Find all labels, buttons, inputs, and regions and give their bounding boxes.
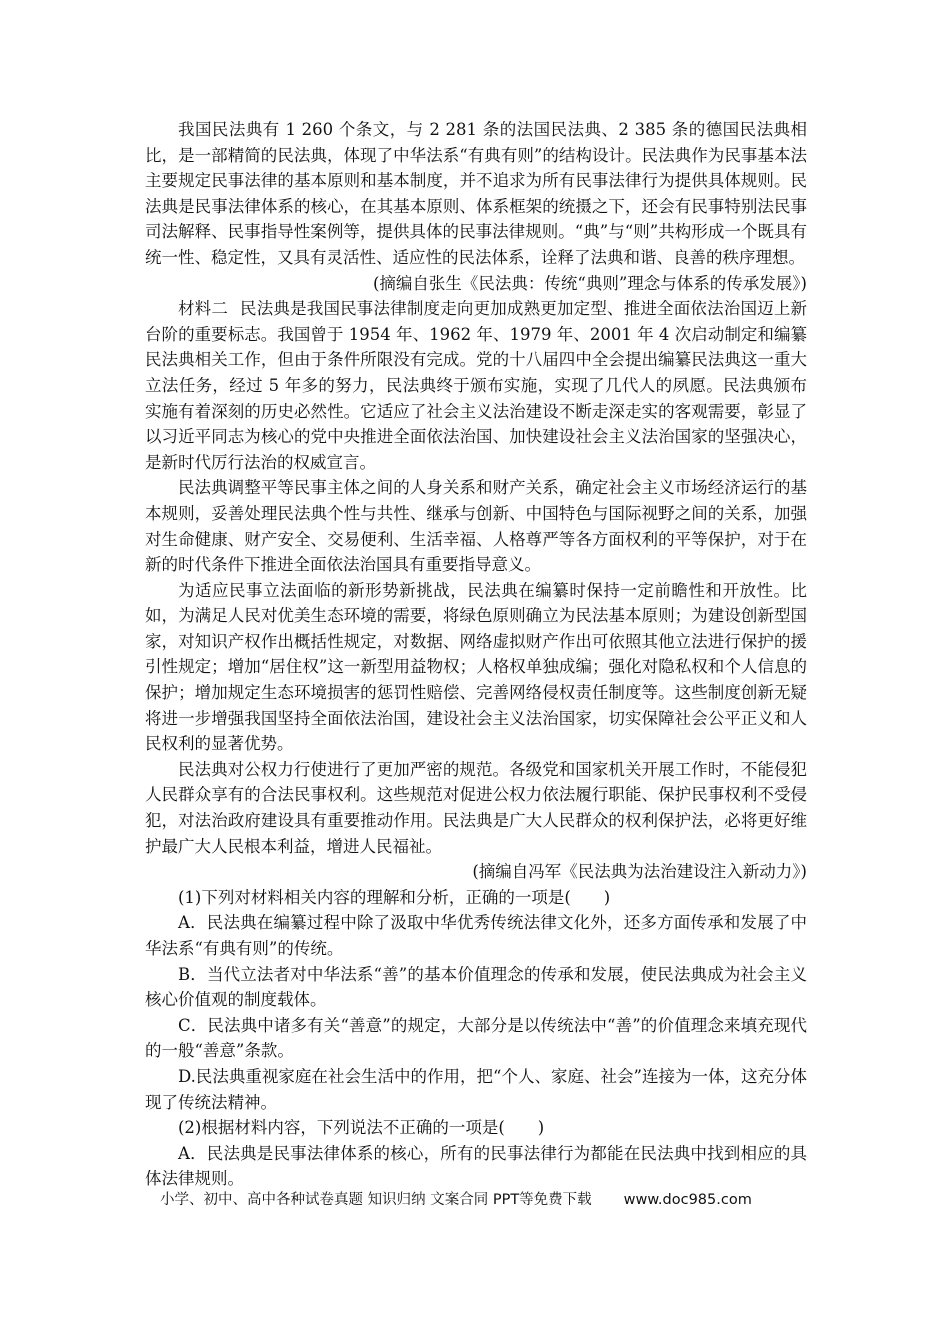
- question-1-option-b: B．当代立法者对中华法系“善”的基本价值理念的传承和发展，使民法典成为社会主义核心价值观的制度载体。: [145, 964, 807, 1010]
- material2-source: (摘编自冯军《民法典为法治建设注入新动力》): [472, 862, 807, 882]
- material2-paragraph-1-text: 民法典是我国民事法律制度走向更加成熟更加定型、推进全面依法治国迈上新台阶的重要标志。我国曾于 1954 年、1962 年、1979 年、2001 年 4 次启动制定和编纂民法典相关工作，但由于条件所限没有完成。党的十八届四中全会提出编纂民法典这一重大立法任务，经过 5 年多的努力，民法典终于颁布实施，实现了几代人的夙愿。民法典颁布实施有着深刻的历史必然性。它适应了社会主义法治建设不断走深走实的客观需要，彰显了以习近平同志为核心的党中央推进全面依法治国、加快建设社会主义法治国家的坚强决心，是新时代厉行法治的权威宣言。: [145, 299, 808, 472]
- question-1-option-c: C．民法典中诸多有关“善意”的规定，大部分是以传统法中“善”的价值理念来填充现代的一般“善意”条款。: [145, 1015, 807, 1061]
- question-1-stem: (1)下列对材料相关内容的理解和分析，正确的一项是( ): [178, 887, 611, 907]
- material2-paragraph-3: 为适应民事立法面临的新形势新挑战，民法典在编纂时保持一定前瞻性和开放性。比如，为满足人民对优美生态环境的需要，将绿色原则确立为民法基本原则；为建设创新型国家，对知识产权作出概括性规定，对数据、网络虚拟财产作出可依照其他立法进行保护的援引性规定；增加“居住权”这一新型用益物权；人格权单独成编；强化对隐私权和个人信息的保护；增加规定生态环境损害的惩罚性赔偿、完善网络侵权责任制度等。这些制度创新无疑将进一步增强我国坚持全面依法治国，建设社会主义法治国家，切实保障社会公平正义和人民权利的显著优势。: [145, 580, 807, 754]
- material2-paragraph-4: 民法典对公权力行使进行了更加严密的规范。各级党和国家机关开展工作时，不能侵犯人民群众享有的合法民事权利。这些规范对促进公权力依法履行职能、保护民事权利不受侵犯，对法治政府建设具有重要推动作用。民法典是广大人民群众的权利保护法，必将更好维护最广大人民根本利益，增进人民福祉。: [145, 759, 807, 856]
- footer-url[interactable]: www.doc985.com: [623, 1192, 752, 1208]
- material1-source: (摘编自张生《民法典：传统“典则”理念与体系的传承发展》): [373, 273, 807, 293]
- material2-paragraph-1: [145, 296, 807, 475]
- material1-paragraph: 我国民法典有 1 260 个条文，与 2 281 条的法国民法典、2 385 条的德国民法典相比，是一部精简的民法典，体现了中华法系“有典有则”的结构设计。民法典作为民事基本法主要规定民事法律的基本原则和基本制度，并不追求为所有民事法律行为提供具体规则。民法典是民事法律体系的核心，在其基本原则、体系框架的统摄之下，还会有民事特别法民事司法解释、民事指导性案例等，提供具体的民事法律规则。“典”与“则”共构形成一个既具有统一性、稳定性，又具有灵活性、适应性的民法体系，诠释了法典和谐、良善的秩序理想。: [145, 120, 807, 267]
- question-1-option-a: A．民法典在编纂过程中除了汲取中华优秀传统法律文化外，还多方面传承和发展了中华法系“有典有则”的传统。: [145, 913, 807, 958]
- material2-label: 材料二: [178, 299, 229, 319]
- footer-text: 小学、初中、高中各种试卷真题 知识归纳 文案合同 PPT等免费下载: [160, 1192, 592, 1208]
- question-2-option-a: A．民法典是民事法律体系的核心，所有的民事法律行为都能在民法典中找到相应的具体法律规则。: [145, 1143, 807, 1189]
- question-1-option-d: D.民法典重视家庭在社会生活中的作用，把“个人、家庭、社会”连接为一体，这充分体现了传统法精神。: [145, 1066, 807, 1112]
- page-footer: [160, 1188, 820, 1214]
- document-body: [145, 117, 807, 1192]
- question-2-stem: (2)根据材料内容，下列说法不正确的一项是( ): [178, 1118, 545, 1138]
- material2-paragraph-2: 民法典调整平等民事主体之间的人身关系和财产关系，确定社会主义市场经济运行的基本规则，妥善处理民法典个性与共性、继承与创新、中国特色与国际视野之间的关系，加强对生命健康、财产安全、交易便利、生活幸福、人格尊严等各方面权利的平等保护，对于在新的时代条件下推进全面依法治国具有重要指导意义。: [145, 478, 807, 575]
